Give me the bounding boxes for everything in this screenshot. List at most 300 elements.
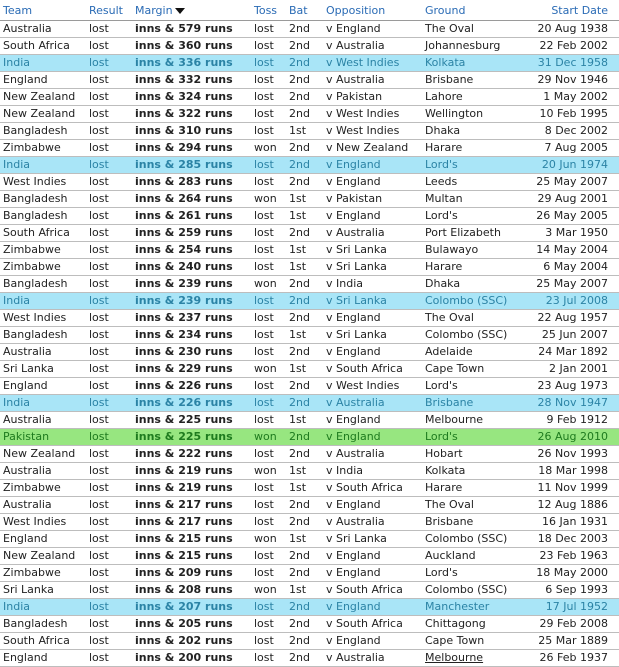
cell-team: England [0, 378, 86, 395]
cell-opposition: v Sri Lanka [323, 327, 422, 344]
cell-team: South Africa [0, 633, 86, 650]
cell-bat: 2nd [286, 225, 323, 242]
cell-margin: inns & 209 runs [132, 565, 251, 582]
table-row[interactable] [0, 140, 619, 157]
cell-bat: 1st [286, 412, 323, 429]
cell-result: lost [86, 327, 132, 344]
cell-result: lost [86, 548, 132, 565]
cell-margin: inns & 261 runs [132, 208, 251, 225]
cell-bat: 2nd [286, 616, 323, 633]
cell-opposition: v Australia [323, 395, 422, 412]
cell-result: lost [86, 480, 132, 497]
cell-toss: lost [251, 616, 286, 633]
cell-ground: Auckland [422, 548, 522, 565]
table-row[interactable] [0, 395, 619, 412]
cell-toss: lost [251, 123, 286, 140]
cell-result: lost [86, 106, 132, 123]
cell-bat: 2nd [286, 497, 323, 514]
table-row[interactable] [0, 497, 619, 514]
cell-team: New Zealand [0, 446, 86, 463]
cell-team: Australia [0, 412, 86, 429]
cell-toss: lost [251, 174, 286, 191]
cell-start-date: 17 Jul 1952 [522, 599, 619, 616]
cell-margin: inns & 579 runs [132, 21, 251, 38]
cell-toss: lost [251, 395, 286, 412]
cell-margin: inns & 222 runs [132, 446, 251, 463]
cell-ground: Dhaka [422, 123, 522, 140]
cell-margin: inns & 217 runs [132, 514, 251, 531]
table-row[interactable] [0, 633, 619, 650]
cell-start-date: 23 Aug 1973 [522, 378, 619, 395]
cell-bat: 1st [286, 208, 323, 225]
cell-toss: lost [251, 327, 286, 344]
cell-margin: inns & 324 runs [132, 89, 251, 106]
cell-ground: Cape Town [422, 361, 522, 378]
table-row[interactable] [0, 259, 619, 276]
cell-opposition: v Australia [323, 225, 422, 242]
table-row[interactable] [0, 531, 619, 548]
cell-ground: The Oval [422, 310, 522, 327]
cell-result: lost [86, 191, 132, 208]
cell-bat: 1st [286, 191, 323, 208]
cell-team: Australia [0, 463, 86, 480]
cell-ground: Manchester [422, 599, 522, 616]
cell-result: lost [86, 616, 132, 633]
cell-toss: lost [251, 565, 286, 582]
table-row[interactable] [0, 293, 619, 310]
cell-start-date: 9 Feb 1912 [522, 412, 619, 429]
table-row[interactable] [0, 242, 619, 259]
cell-bat: 1st [286, 480, 323, 497]
cell-ground: Lord's [422, 157, 522, 174]
cell-result: lost [86, 378, 132, 395]
cell-bat: 2nd [286, 344, 323, 361]
cell-margin: inns & 200 runs [132, 650, 251, 667]
cell-opposition: v West Indies [323, 378, 422, 395]
cell-opposition: v England [323, 429, 422, 446]
cell-toss: lost [251, 38, 286, 55]
cell-margin: inns & 310 runs [132, 123, 251, 140]
cell-margin: inns & 226 runs [132, 378, 251, 395]
cell-result: lost [86, 361, 132, 378]
cell-margin: inns & 322 runs [132, 106, 251, 123]
cell-ground: Dhaka [422, 276, 522, 293]
cell-team: Bangladesh [0, 208, 86, 225]
cell-ground: Lord's [422, 378, 522, 395]
cell-ground: Colombo (SSC) [422, 327, 522, 344]
cell-start-date: 23 Jul 2008 [522, 293, 619, 310]
cell-team: Zimbabwe [0, 480, 86, 497]
table-row[interactable] [0, 344, 619, 361]
cell-opposition: v Sri Lanka [323, 242, 422, 259]
cell-margin: inns & 254 runs [132, 242, 251, 259]
cell-start-date: 29 Aug 2001 [522, 191, 619, 208]
cell-result: lost [86, 582, 132, 599]
cell-team: England [0, 650, 86, 667]
cell-ground: Cape Town [422, 633, 522, 650]
cell-toss: lost [251, 259, 286, 276]
cell-bat: 1st [286, 582, 323, 599]
cell-team: Sri Lanka [0, 582, 86, 599]
cell-result: lost [86, 429, 132, 446]
cell-start-date: 26 May 2005 [522, 208, 619, 225]
cell-ground: Lord's [422, 429, 522, 446]
table-row[interactable] [0, 276, 619, 293]
cell-margin: inns & 237 runs [132, 310, 251, 327]
cell-start-date: 26 Aug 2010 [522, 429, 619, 446]
cell-margin: inns & 207 runs [132, 599, 251, 616]
cell-margin: inns & 336 runs [132, 55, 251, 72]
cell-team: India [0, 395, 86, 412]
cell-team: Bangladesh [0, 616, 86, 633]
cell-start-date: 12 Aug 1886 [522, 497, 619, 514]
cell-toss: won [251, 463, 286, 480]
cell-toss: lost [251, 650, 286, 667]
cell-margin: inns & 230 runs [132, 344, 251, 361]
cell-margin: inns & 259 runs [132, 225, 251, 242]
cell-start-date: 18 Mar 1998 [522, 463, 619, 480]
cell-toss: lost [251, 21, 286, 38]
cell-start-date: 22 Feb 2002 [522, 38, 619, 55]
cell-opposition: v New Zealand [323, 140, 422, 157]
cell-toss: won [251, 140, 286, 157]
cell-bat: 2nd [286, 446, 323, 463]
cell-toss: lost [251, 310, 286, 327]
cell-result: lost [86, 259, 132, 276]
cell-margin: inns & 239 runs [132, 293, 251, 310]
cell-start-date: 26 Nov 1993 [522, 446, 619, 463]
table-row[interactable] [0, 89, 619, 106]
cell-toss: lost [251, 89, 286, 106]
cell-opposition: v England [323, 599, 422, 616]
table-row[interactable] [0, 208, 619, 225]
cell-ground: Chittagong [422, 616, 522, 633]
cell-start-date: 7 Aug 2005 [522, 140, 619, 157]
table-row[interactable] [0, 599, 619, 616]
cell-team: New Zealand [0, 89, 86, 106]
cell-start-date: 28 Nov 1947 [522, 395, 619, 412]
column-header-bat[interactable]: Bat [286, 0, 323, 21]
cell-team: Zimbabwe [0, 565, 86, 582]
cell-result: lost [86, 157, 132, 174]
table-row[interactable] [0, 378, 619, 395]
table-row[interactable] [0, 310, 619, 327]
cell-result: lost [86, 344, 132, 361]
cell-team: West Indies [0, 514, 86, 531]
cell-team: Zimbabwe [0, 242, 86, 259]
cell-bat: 2nd [286, 293, 323, 310]
table-row[interactable] [0, 361, 619, 378]
cell-start-date: 31 Dec 1958 [522, 55, 619, 72]
cell-team: West Indies [0, 174, 86, 191]
cell-opposition: v England [323, 21, 422, 38]
cell-toss: lost [251, 157, 286, 174]
table-row[interactable] [0, 38, 619, 55]
cell-bat: 2nd [286, 565, 323, 582]
cell-ground: Melbourne [422, 650, 522, 667]
cell-ground: Bulawayo [422, 242, 522, 259]
cell-opposition: v England [323, 412, 422, 429]
cell-bat: 2nd [286, 106, 323, 123]
cell-toss: lost [251, 633, 286, 650]
cell-team: Australia [0, 497, 86, 514]
table-row[interactable] [0, 123, 619, 140]
cell-margin: inns & 219 runs [132, 480, 251, 497]
cell-opposition: v India [323, 463, 422, 480]
cell-margin: inns & 264 runs [132, 191, 251, 208]
cell-bat: 2nd [286, 633, 323, 650]
cell-start-date: 24 Mar 1892 [522, 344, 619, 361]
cell-result: lost [86, 310, 132, 327]
cell-ground: Johannesburg [422, 38, 522, 55]
cell-margin: inns & 294 runs [132, 140, 251, 157]
table-row[interactable] [0, 650, 619, 667]
cell-result: lost [86, 633, 132, 650]
table-row[interactable] [0, 174, 619, 191]
cell-ground: Leeds [422, 174, 522, 191]
sort-descending-icon [175, 8, 185, 14]
table-row[interactable] [0, 463, 619, 480]
cell-bat: 2nd [286, 429, 323, 446]
cell-opposition: v West Indies [323, 55, 422, 72]
cell-toss: lost [251, 446, 286, 463]
cell-start-date: 14 May 2004 [522, 242, 619, 259]
cell-bat: 2nd [286, 21, 323, 38]
cell-ground: Brisbane [422, 395, 522, 412]
cell-opposition: v England [323, 157, 422, 174]
cell-toss: lost [251, 548, 286, 565]
column-header-opposition[interactable]: Opposition [323, 0, 422, 21]
cell-opposition: v West Indies [323, 123, 422, 140]
cell-result: lost [86, 38, 132, 55]
table-row[interactable] [0, 72, 619, 89]
cell-opposition: v England [323, 174, 422, 191]
table-row[interactable] [0, 616, 619, 633]
cell-start-date: 8 Dec 2002 [522, 123, 619, 140]
cell-toss: lost [251, 514, 286, 531]
cell-team: South Africa [0, 225, 86, 242]
cell-opposition: v Sri Lanka [323, 259, 422, 276]
cell-opposition: v Sri Lanka [323, 293, 422, 310]
cell-margin: inns & 285 runs [132, 157, 251, 174]
table-row[interactable] [0, 582, 619, 599]
cell-opposition: v Australia [323, 650, 422, 667]
cell-ground: Kolkata [422, 55, 522, 72]
cell-toss: won [251, 531, 286, 548]
cell-bat: 2nd [286, 140, 323, 157]
table-row[interactable] [0, 225, 619, 242]
cell-team: England [0, 72, 86, 89]
cell-start-date: 16 Jan 1931 [522, 514, 619, 531]
table-row[interactable] [0, 548, 619, 565]
cell-toss: lost [251, 106, 286, 123]
cell-bat: 2nd [286, 89, 323, 106]
cell-toss: won [251, 582, 286, 599]
cell-ground: Port Elizabeth [422, 225, 522, 242]
column-header-toss[interactable]: Toss [251, 0, 286, 21]
cell-result: lost [86, 565, 132, 582]
cell-toss: lost [251, 208, 286, 225]
cell-result: lost [86, 242, 132, 259]
cell-result: lost [86, 599, 132, 616]
cell-margin: inns & 229 runs [132, 361, 251, 378]
cell-margin: inns & 225 runs [132, 412, 251, 429]
cell-ground: Kolkata [422, 463, 522, 480]
cell-margin: inns & 332 runs [132, 72, 251, 89]
cell-result: lost [86, 225, 132, 242]
cell-margin: inns & 283 runs [132, 174, 251, 191]
cell-team: Bangladesh [0, 191, 86, 208]
cell-team: Pakistan [0, 429, 86, 446]
cell-ground: Harare [422, 259, 522, 276]
cell-ground: Lord's [422, 208, 522, 225]
column-header-result[interactable]: Result [86, 0, 132, 21]
cell-start-date: 25 May 2007 [522, 174, 619, 191]
cell-toss: lost [251, 599, 286, 616]
cell-start-date: 29 Nov 1946 [522, 72, 619, 89]
column-header-team[interactable]: Team [0, 0, 86, 21]
column-header-ground[interactable]: Ground [422, 0, 522, 21]
table-row[interactable] [0, 514, 619, 531]
cell-opposition: v England [323, 497, 422, 514]
column-header-start-date[interactable]: Start Date [522, 0, 619, 21]
cell-opposition: v Australia [323, 38, 422, 55]
cell-opposition: v England [323, 633, 422, 650]
cell-ground: The Oval [422, 497, 522, 514]
table-body [0, 21, 619, 667]
cell-start-date: 25 Mar 1889 [522, 633, 619, 650]
cell-team: India [0, 293, 86, 310]
table-row[interactable] [0, 412, 619, 429]
table-row[interactable] [0, 565, 619, 582]
cell-team: Bangladesh [0, 327, 86, 344]
cell-result: lost [86, 514, 132, 531]
cell-bat: 1st [286, 242, 323, 259]
cell-result: lost [86, 89, 132, 106]
cell-toss: lost [251, 293, 286, 310]
cell-bat: 2nd [286, 276, 323, 293]
cell-start-date: 26 Feb 1937 [522, 650, 619, 667]
cell-toss: lost [251, 378, 286, 395]
cell-ground: The Oval [422, 21, 522, 38]
cell-opposition: v England [323, 344, 422, 361]
cell-team: Zimbabwe [0, 259, 86, 276]
cell-opposition: v England [323, 310, 422, 327]
cell-start-date: 22 Aug 1957 [522, 310, 619, 327]
table-row[interactable] [0, 157, 619, 174]
table-row[interactable] [0, 327, 619, 344]
cell-opposition: v Australia [323, 514, 422, 531]
cell-start-date: 18 May 2000 [522, 565, 619, 582]
cell-bat: 2nd [286, 395, 323, 412]
table-row[interactable] [0, 480, 619, 497]
cell-opposition: v South Africa [323, 361, 422, 378]
cell-ground: Colombo (SSC) [422, 531, 522, 548]
cell-ground: Lord's [422, 565, 522, 582]
cell-bat: 2nd [286, 72, 323, 89]
cell-bat: 1st [286, 463, 323, 480]
cell-margin: inns & 240 runs [132, 259, 251, 276]
cell-result: lost [86, 55, 132, 72]
cell-ground: Lahore [422, 89, 522, 106]
cell-toss: lost [251, 72, 286, 89]
cell-start-date: 11 Nov 1999 [522, 480, 619, 497]
cell-toss: won [251, 191, 286, 208]
table-row[interactable] [0, 106, 619, 123]
cell-team: Sri Lanka [0, 361, 86, 378]
cell-margin: inns & 226 runs [132, 395, 251, 412]
cell-opposition: v India [323, 276, 422, 293]
header-row [0, 0, 619, 21]
cell-start-date: 2 Jan 2001 [522, 361, 619, 378]
cell-result: lost [86, 412, 132, 429]
cell-bat: 2nd [286, 378, 323, 395]
cell-team: England [0, 531, 86, 548]
cell-team: India [0, 599, 86, 616]
cell-margin: inns & 360 runs [132, 38, 251, 55]
cell-margin: inns & 208 runs [132, 582, 251, 599]
cell-ground: Melbourne [422, 412, 522, 429]
cell-ground: Brisbane [422, 72, 522, 89]
table-row[interactable] [0, 191, 619, 208]
column-header-margin-label: Margin [135, 3, 173, 17]
cell-team: Zimbabwe [0, 140, 86, 157]
table-row[interactable] [0, 446, 619, 463]
cell-ground: Colombo (SSC) [422, 293, 522, 310]
table-row[interactable] [0, 55, 619, 72]
cell-team: Australia [0, 21, 86, 38]
cell-start-date: 6 May 2004 [522, 259, 619, 276]
cell-margin: inns & 205 runs [132, 616, 251, 633]
cell-team: South Africa [0, 38, 86, 55]
cell-toss: lost [251, 55, 286, 72]
cell-margin: inns & 239 runs [132, 276, 251, 293]
cell-bat: 2nd [286, 548, 323, 565]
cell-toss: won [251, 276, 286, 293]
cell-ground: Harare [422, 480, 522, 497]
cell-start-date: 29 Feb 2008 [522, 616, 619, 633]
cell-bat: 2nd [286, 599, 323, 616]
cell-result: lost [86, 174, 132, 191]
cell-opposition: v South Africa [323, 480, 422, 497]
cell-start-date: 18 Dec 2003 [522, 531, 619, 548]
cell-ground: Multan [422, 191, 522, 208]
cell-team: Bangladesh [0, 276, 86, 293]
cell-team: Australia [0, 344, 86, 361]
cell-bat: 1st [286, 259, 323, 276]
cell-start-date: 23 Feb 1963 [522, 548, 619, 565]
cell-start-date: 20 Aug 1938 [522, 21, 619, 38]
cell-opposition: v Pakistan [323, 191, 422, 208]
column-header-margin[interactable] [132, 0, 251, 21]
cell-toss: won [251, 361, 286, 378]
table-row[interactable] [0, 21, 619, 38]
cell-ground: Harare [422, 140, 522, 157]
cell-start-date: 25 May 2007 [522, 276, 619, 293]
cell-result: lost [86, 123, 132, 140]
table-row[interactable] [0, 429, 619, 446]
cell-opposition: v Australia [323, 446, 422, 463]
cell-team: West Indies [0, 310, 86, 327]
cell-opposition: v Pakistan [323, 89, 422, 106]
cell-bat: 2nd [286, 157, 323, 174]
cell-team: India [0, 55, 86, 72]
cell-margin: inns & 215 runs [132, 531, 251, 548]
cell-toss: lost [251, 344, 286, 361]
cell-bat: 1st [286, 531, 323, 548]
cell-ground: Colombo (SSC) [422, 582, 522, 599]
cell-toss: lost [251, 242, 286, 259]
